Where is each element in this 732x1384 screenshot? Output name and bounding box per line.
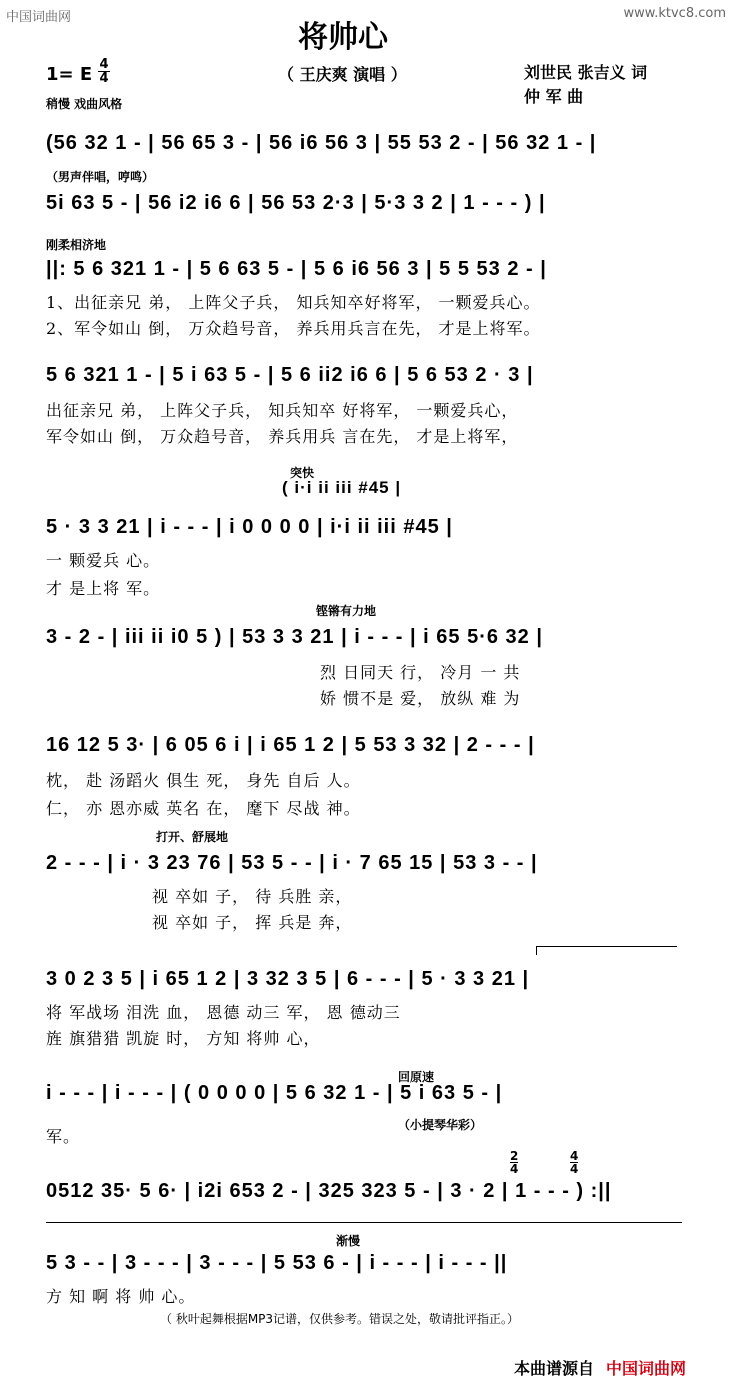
lyrics-line-9-verse-2: 旌 旗猎猎 凯旋 时， 方知 将帅 心，	[46, 1029, 321, 1048]
lyrics-line-4-verse-1: 出征亲兄 弟， 上阵父子兵， 知兵知卒 好将军， 一颗爱兵心，	[46, 401, 519, 420]
footnote: （ 秋叶起舞根据MP3记谱，仅供参考。错误之处，敬请批评指正。）	[160, 1312, 520, 1326]
ts2-numerator: 4	[570, 1149, 579, 1163]
lyrics-line-5-verse-2: 才 是上将 军。	[46, 579, 161, 598]
time-numerator: 4	[99, 57, 109, 72]
direction-open-broad: 打开、舒展地	[156, 830, 229, 844]
direction-sudden-fast: 突快	[290, 466, 315, 480]
lyrics-line-7-verse-2: 仁， 亦 恩亦威 英名 在， 麾下 尽战 神。	[46, 799, 361, 818]
watermark-right: www.ktvc8.com	[623, 6, 726, 21]
tempo-marking: 稍慢 戏曲风格	[46, 97, 123, 111]
volta-bracket-2	[46, 1222, 682, 1224]
volta-bracket-1	[536, 946, 677, 955]
score-line-1: (56 32 1 - | 56 65 3 - | 56 i6 56 3 | 55 53 2 - | 56 32 1 - |	[46, 132, 597, 154]
source-site-link[interactable]: 中国词曲网	[606, 1359, 687, 1378]
score-line-5: 5 · 3 3 21 | i - - - | i 0 0 0 0 | i·i ii iii #45 |	[46, 516, 453, 538]
score-line-3: ||: 5 6 321 1 - | 5 6 63 5 - | 5 6 i6 56 3 | 5 5 53 2 - |	[46, 258, 547, 280]
lyrics-line-6-verse-1: 烈 日同天 行， 冷月 一 共	[320, 663, 521, 682]
direction-ritardando: 渐慢	[336, 1234, 361, 1248]
singer: （ 王庆爽 演唱 ）	[278, 65, 407, 84]
ts1-numerator: 2	[510, 1149, 519, 1163]
score-line-6: 3 - 2 - | iii ii i0 5 ) | 53 3 3 21 | i - - - | i 65 5·6 32 |	[46, 626, 543, 648]
score-line-10: i - - - | i - - - | ( 0 0 0 0 | 5 6 32 1 - | 5 i 63 5 - |	[46, 1082, 503, 1104]
lyrics-line-9-verse-1: 将 军战场 泪洗 血， 恩德 动三 军， 恩 德动三	[46, 1003, 401, 1022]
lyrics-line-8-verse-1: 视 卒如 子， 待 兵胜 亲，	[152, 887, 353, 906]
lyrics-line-7-verse-1: 枕， 赴 汤蹈火 俱生 死， 身先 自后 人。	[46, 771, 361, 790]
watermark-left: 中国词曲网	[6, 10, 72, 25]
score-line-7: 16 12 5 3· | 6 05 6 i | i 65 1 2 | 5 53 3 32 | 2 - - - |	[46, 734, 535, 756]
lyrics-line-4-verse-2: 军令如山 倒， 万众趋号音， 养兵用兵 言在先， 才是上将军，	[46, 427, 519, 446]
score-line-5-ossia: ( i·i ii iii #45 |	[282, 478, 402, 497]
song-title: 将帅心	[298, 20, 388, 55]
key-signature: 1= E	[46, 64, 93, 85]
time-denominator: 4	[99, 71, 109, 86]
lyrics-line-3-verse-1: 1、出征亲兄 弟， 上阵父子兵， 知兵知卒好将军， 一颗爱兵心。	[46, 293, 541, 312]
source-label: 本曲谱源自	[514, 1359, 595, 1378]
violin-cadenza-tag: （小提琴华彩）	[398, 1118, 483, 1132]
score-line-9: 3 0 2 3 5 | i 65 1 2 | 3 32 3 5 | 6 - - - | 5 · 3 3 21 |	[46, 968, 530, 990]
score-line-4: 5 6 321 1 - | 5 i 63 5 - | 5 6 ii2 i6 6 | 5 6 53 2 · 3 |	[46, 364, 534, 386]
direction-original-tempo: 回原速	[398, 1070, 435, 1084]
lyrics-line-10: 军。	[46, 1127, 81, 1146]
lyrics-line-6-verse-2: 娇 惯不是 爱， 放纵 难 为	[320, 689, 521, 708]
direction-humming: （男声伴唱，哼鸣）	[46, 170, 155, 184]
lyrics-line-3-verse-2: 2、军令如山 倒， 万众趋号音， 养兵用兵言在先， 才是上将军。	[46, 319, 541, 338]
lyrics-line-5-verse-1: 一 颗爱兵 心。	[46, 551, 161, 570]
lyrics-line-12: 方 知 啊 将 帅 心。	[46, 1287, 196, 1306]
lyricist: 刘世民 张吉义 词	[524, 63, 648, 82]
lyrics-line-8-verse-2: 视 卒如 子， 挥 兵是 奔，	[152, 913, 353, 932]
score-line-8: 2 - - - | i · 3 23 76 | 53 5 - - | i · 7 65 15 | 53 3 - - |	[46, 852, 538, 874]
score-line-11: 0512 35· 5 6· | i2i 653 2 - | 325 323 5 - | 3 · 2 | 1 - - - ) :||	[46, 1180, 612, 1202]
direction-gentle: 刚柔相济地	[46, 238, 107, 252]
composer: 仲 军 曲	[524, 87, 584, 106]
ts1-denominator: 4	[510, 1162, 519, 1176]
time-signature	[98, 58, 110, 85]
ts2-denominator: 4	[570, 1162, 579, 1176]
score-line-2: 5i 63 5 - | 56 i2 i6 6 | 56 53 2·3 | 5·3 3 2 | 1 - - - ) |	[46, 192, 546, 214]
time-change-2-4	[510, 1150, 518, 1175]
time-change-4-4	[570, 1150, 578, 1175]
direction-forceful: 铿锵有力地	[316, 604, 377, 618]
score-line-12: 5 3 - - | 3 - - - | 3 - - - | 5 53 6 - | i - - - | i - - - ||	[46, 1252, 508, 1274]
